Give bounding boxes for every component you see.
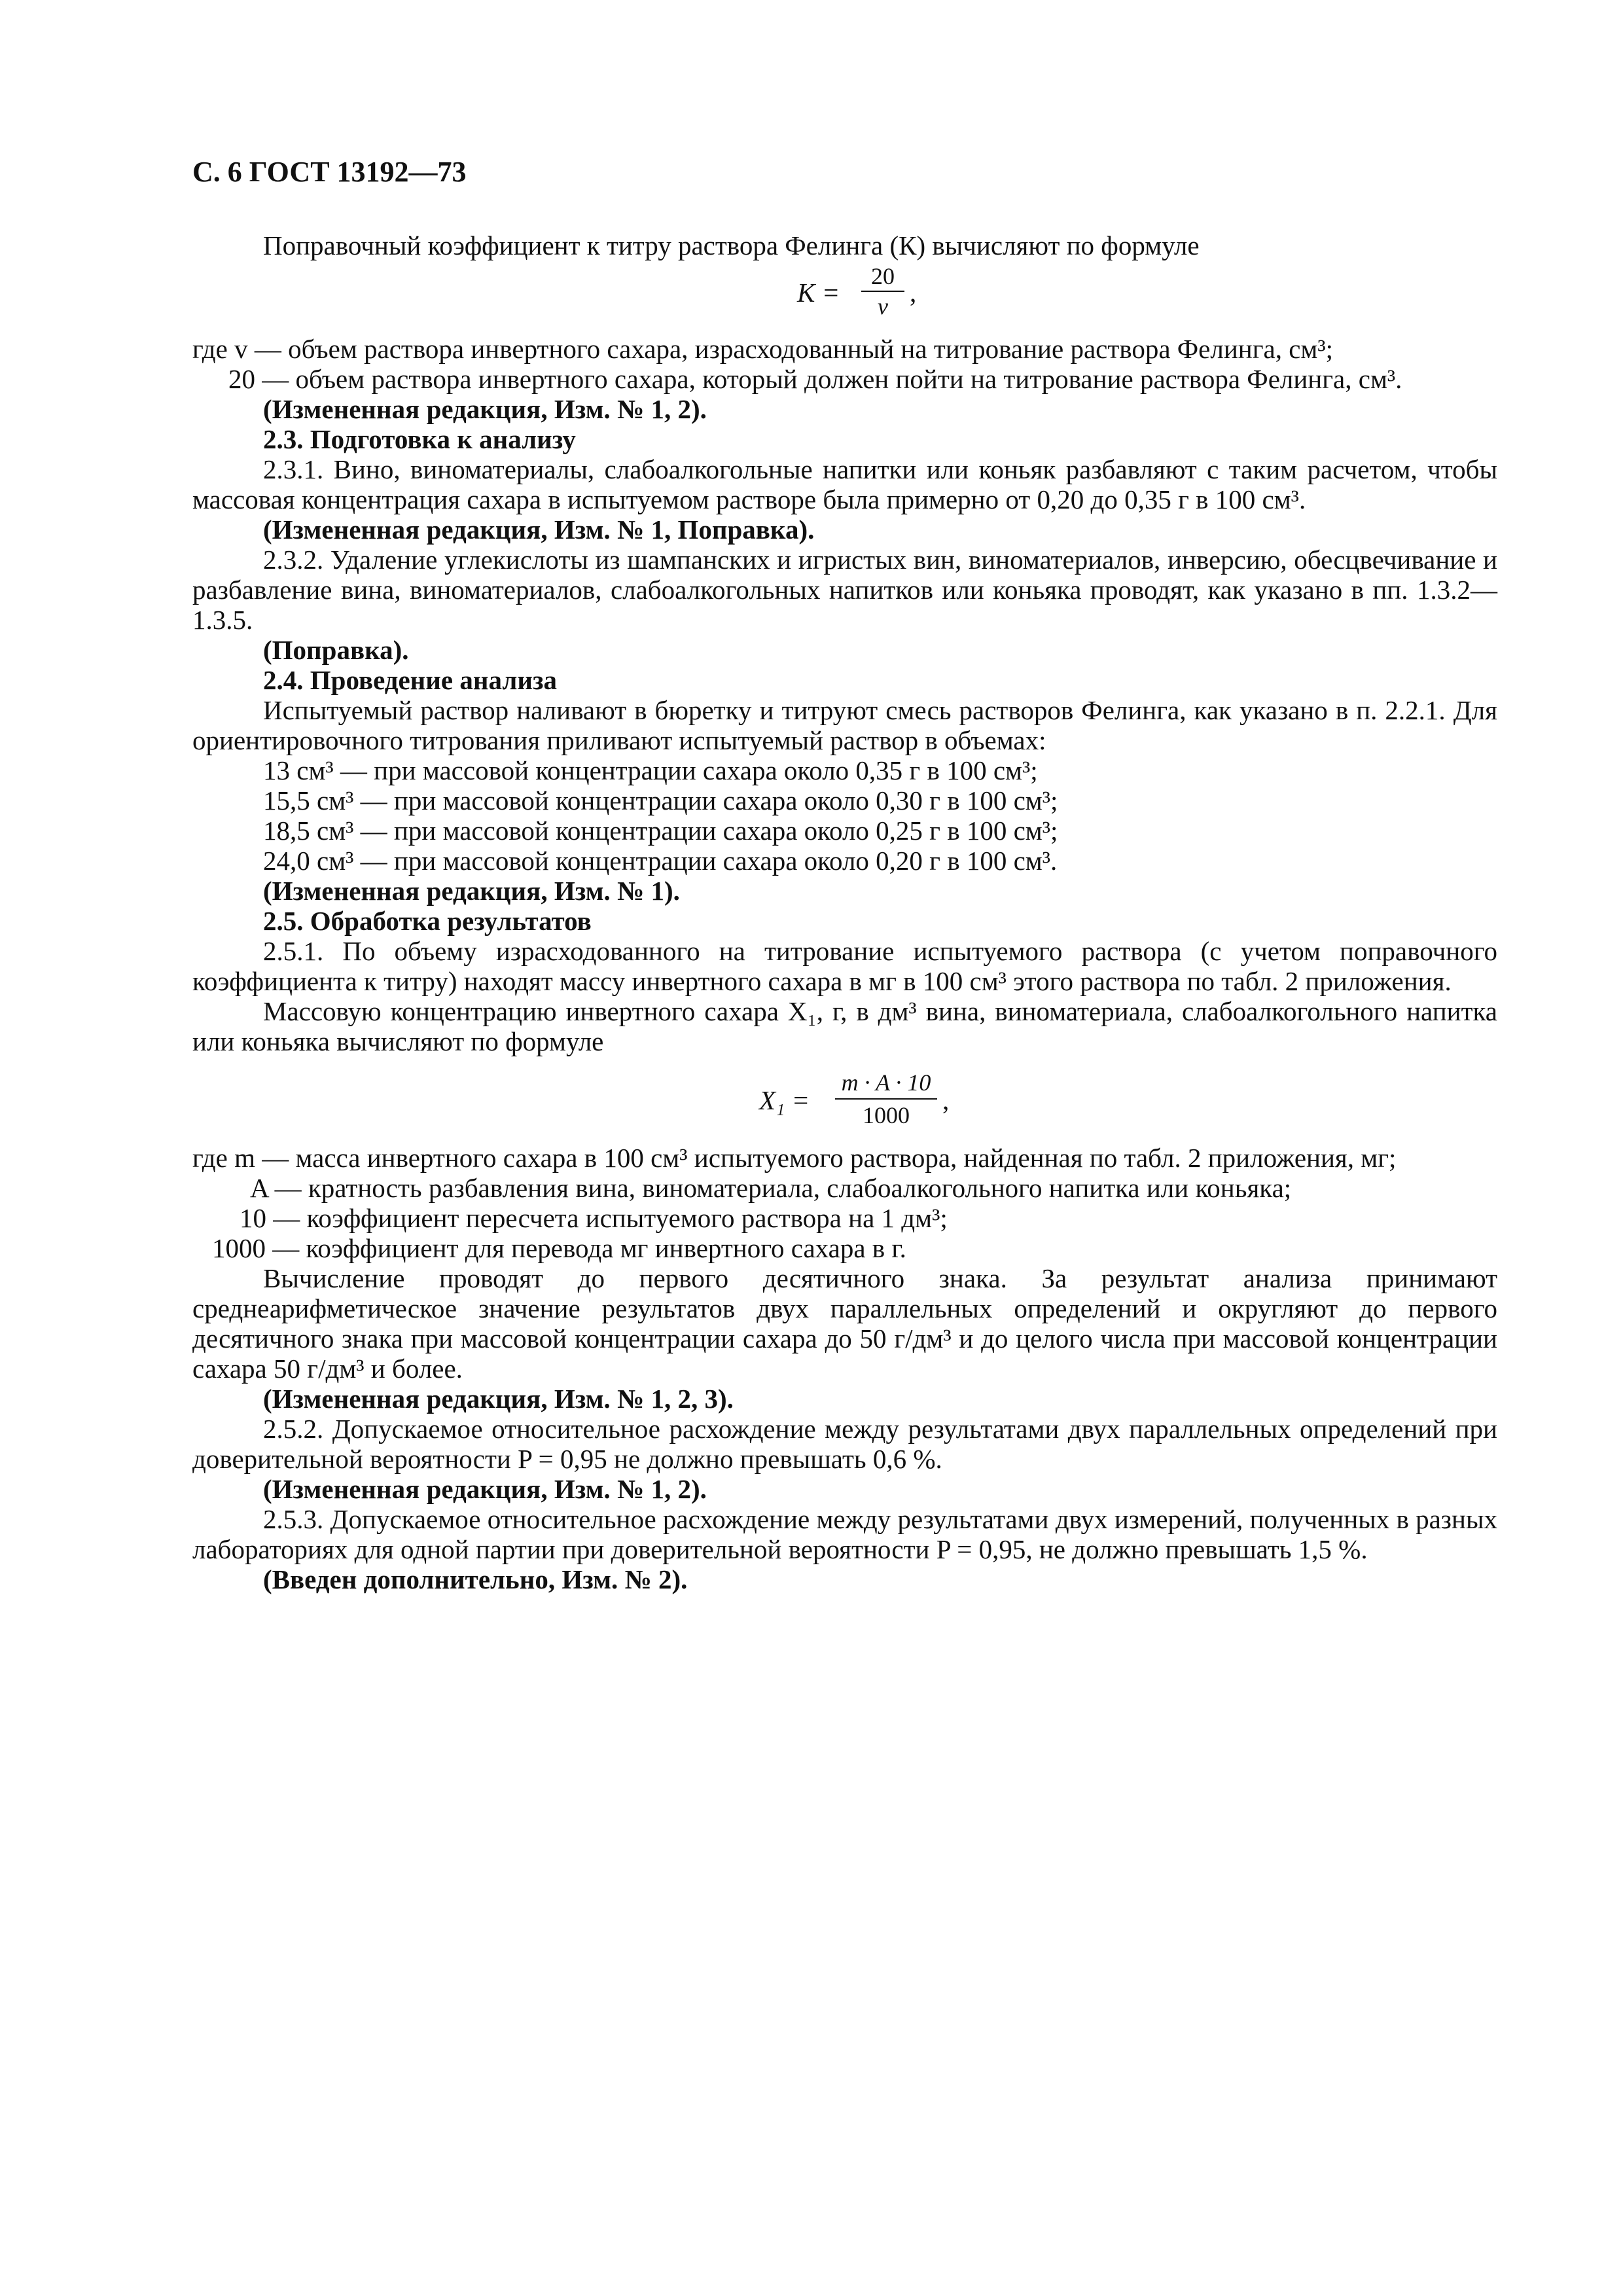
where-text: объем раствора инвертного сахара, который должен пойти на титрование раствора Фелинга, см³. [295, 364, 1402, 394]
amendment-note: (Измененная редакция, Изм. № 1). [263, 876, 680, 906]
where-item-20 [192, 364, 1497, 394]
where-list-1 [192, 334, 1497, 394]
where-item-m [192, 1143, 1497, 1173]
formula-x1-comma: , [942, 1085, 950, 1115]
paragraph-2-5-1: 2.5.1. По объему израсходованного на титрование испытуемого раствора (с учетом поправочного коэффициента к титру) находят массу инвертного сахара в мг в 100 см³ этого раствора по табл. 2 приложения. [192, 936, 1497, 996]
page-header: С. 6 ГОСТ 13192—73 [192, 156, 467, 188]
where-symbol: 1000 — [212, 1233, 300, 1263]
where-text: коэффициент пересчета испытуемого раствора на 1 дм³; [306, 1203, 948, 1233]
where-item-v [192, 334, 1497, 364]
formula-k [192, 262, 1497, 325]
formula-x1 [192, 1066, 1497, 1134]
paragraph-2-5-3: 2.5.3. Допускаемое относительное расхождение между результатами двух измерений, полученных в разных лабораториях для одной партии при доверительной вероятности P = 0,95, не должно превышать 1,5 %. [192, 1504, 1497, 1564]
formula-x1-denominator: 1000 [863, 1102, 910, 1128]
where-item-1000 [192, 1233, 1497, 1263]
where-symbol: где m — [192, 1143, 289, 1173]
where-text: кратность разбавления вина, виноматериала, слабоалкогольного напитка или коньяка; [308, 1173, 1292, 1203]
where-item-a [192, 1173, 1497, 1203]
paragraph-correction-factor: Поправочный коэффициент к титру раствора Фелинга (К) вычисляют по формуле [263, 230, 1200, 260]
paragraph-2-5-2: 2.5.2. Допускаемое относительное расхождение между результатами двух параллельных определений при доверительной вероятности P = 0,95 не должно превышать 0,6 %. [192, 1414, 1497, 1474]
formula-x1-lhs: X₁ = [759, 1085, 810, 1115]
amendment-note: (Введен дополнительно, Изм. № 2). [263, 1564, 688, 1594]
where-symbol: 20 — [228, 364, 289, 394]
amendment-note: (Измененная редакция, Изм. № 1, 2). [263, 394, 707, 424]
paragraph-2-5-1-formula-intro: Массовую концентрацию инвертного сахара X₁, г, в дм³ вина, виноматериала, слабоалкогольного напитка или коньяка вычисляют по формуле [192, 996, 1497, 1056]
amendment-note: (Измененная редакция, Изм. № 1, Поправка). [263, 514, 815, 545]
formula-k-comma: , [910, 278, 917, 308]
paragraph-2-3-2: 2.3.2. Удаление углекислоты из шампанских и игристых вин, виноматериалов, инверсию, обесцвечивание и разбавление вина, виноматериалов, слабоалкогольных напитков или коньяка проводят, как указано в пп. 1.3.2—1.3.5. [192, 545, 1497, 635]
amendment-note: (Измененная редакция, Изм. № 1, 2). [263, 1474, 707, 1504]
formula-k-fraction-bar [861, 291, 904, 292]
section-heading-2-3: 2.3. Подготовка к анализу [263, 424, 576, 454]
paragraph-calculation: Вычисление проводят до первого десятичного знака. За результат анализа принимают среднеарифметическое значение результатов двух параллельных определений и округляют до первого десятичного знака при массовой концентрации сахара до 50 г/дм³ и до целого числа при массовой концентрации сахара 50 г/дм³ и более. [192, 1263, 1497, 1384]
document-body [192, 230, 1497, 1594]
formula-k-denominator: v [878, 293, 888, 319]
where-text: масса инвертного сахара в 100 см³ испытуемого раствора, найденная по табл. 2 приложения, мг; [295, 1143, 1397, 1173]
formula-x1-fraction-bar [835, 1098, 937, 1100]
amendment-note: (Измененная редакция, Изм. № 1, 2, 3). [263, 1384, 734, 1414]
where-text: объем раствора инвертного сахара, израсходованный на титрование раствора Фелинга, см³; [288, 334, 1334, 364]
amendment-note: (Поправка). [263, 635, 409, 665]
volume-item: 24,0 см³ — при массовой концентрации сахара около 0,20 г в 100 см³. [263, 846, 1058, 876]
volume-item: 18,5 см³ — при массовой концентрации сахара около 0,25 г в 100 см³; [263, 816, 1058, 846]
where-item-10 [192, 1203, 1497, 1233]
paragraph-2-3-1: 2.3.1. Вино, виноматериалы, слабоалкогольные напитки или коньяк разбавляют с таким расчетом, чтобы массовая концентрация сахара в испытуемом растворе была примерно от 0,20 до 0,35 г в 100 см³. [192, 454, 1497, 514]
paragraph-2-4: Испытуемый раствор наливают в бюретку и титруют смесь растворов Фелинга, как указано в п. 2.2.1. Для ориентировочного титрования приливают испытуемый раствор в объемах: [192, 695, 1497, 755]
where-symbol: где v — [192, 334, 281, 364]
where-symbol: 10 — [240, 1203, 300, 1233]
volume-list [192, 755, 1497, 876]
section-heading-2-4: 2.4. Проведение анализа [263, 665, 557, 695]
section-heading-2-5: 2.5. Обработка результатов [263, 906, 592, 936]
formula-k-lhs: K = [797, 278, 840, 308]
formula-x1-numerator: m · A · 10 [841, 1069, 931, 1096]
where-list-2 [192, 1143, 1497, 1263]
where-text: коэффициент для перевода мг инвертного сахара в г. [306, 1233, 906, 1263]
formula-k-numerator: 20 [871, 263, 895, 289]
where-symbol: A — [250, 1173, 302, 1203]
volume-item: 13 см³ — при массовой концентрации сахара около 0,35 г в 100 см³; [263, 755, 1038, 785]
volume-item: 15,5 см³ — при массовой концентрации сахара около 0,30 г в 100 см³; [263, 785, 1058, 816]
